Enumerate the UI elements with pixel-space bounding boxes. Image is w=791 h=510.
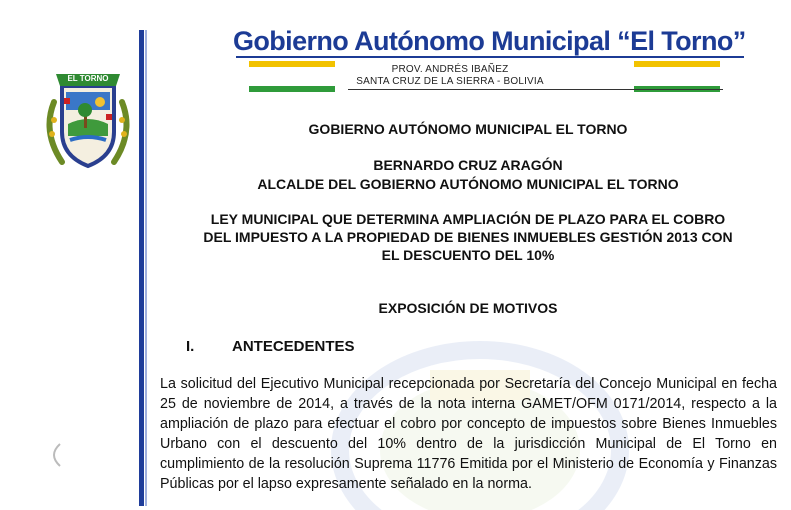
- paragraph-text: La solicitud del Ejecutivo Municipal recepcionada por Secretaría del Concejo Municipal en fecha 25 de noviembre de 2014, a través de la nota interna GAMET/OFM 0171/2014, respecto a la ampliación de plazo para efectuar el cobro por concepto de impuestos sobre Bienes Inmuebles Urbano con el descuento del 10% dentro de la jurisdicción Municipal de El Torno en cumplimiento de la resolución Suprema 11776 Emitida por el Ministerio de Economía y Finanzas Públicas por el lapso expresamente señalado en la norma.: [160, 376, 777, 492]
- letterhead-title: Gobierno Autónomo Municipal “El Torno”: [233, 26, 746, 56]
- margin-mark-icon: [44, 440, 66, 470]
- subsection-number: I.: [186, 338, 195, 355]
- letterhead-subrule: [348, 89, 723, 90]
- signatory-name: BERNARDO CRUZ ARAGÓN: [373, 157, 563, 173]
- law-title-line: EL DESCUENTO DEL 10%: [381, 247, 555, 263]
- margin-rule-shadow: [145, 30, 147, 506]
- signatory-role: ALCALDE DEL GOBIERNO AUTÓNOMO MUNICIPAL EL TORNO: [257, 176, 679, 192]
- emblem-banner-text: EL TORNO: [67, 74, 109, 83]
- stripe-left-yellow: [249, 61, 335, 67]
- letterhead-province: PROV. ANDRÉS IBAÑEZ: [391, 64, 509, 75]
- stripe-left-green: [249, 86, 335, 92]
- section-title: EXPOSICIÓN DE MOTIVOS: [378, 300, 558, 316]
- subsection-title: ANTECEDENTES: [232, 338, 355, 355]
- law-title-line: LEY MUNICIPAL QUE DETERMINA AMPLIACIÓN DE PLAZO PARA EL COBRO: [210, 211, 726, 227]
- margin-rule: [139, 30, 144, 506]
- antecedentes-paragraph: [160, 374, 777, 494]
- letterhead-underline: [236, 56, 744, 58]
- law-title-line: DEL IMPUESTO A LA PROPIEDAD DE BIENES INMUEBLES GESTIÓN 2013 CON: [203, 229, 733, 245]
- institution-heading: GOBIERNO AUTÓNOMO MUNICIPAL EL TORNO: [308, 121, 628, 137]
- letterhead-location: SANTA CRUZ DE LA SIERRA - BOLIVIA: [356, 76, 544, 87]
- stripe-right-yellow: [634, 61, 720, 67]
